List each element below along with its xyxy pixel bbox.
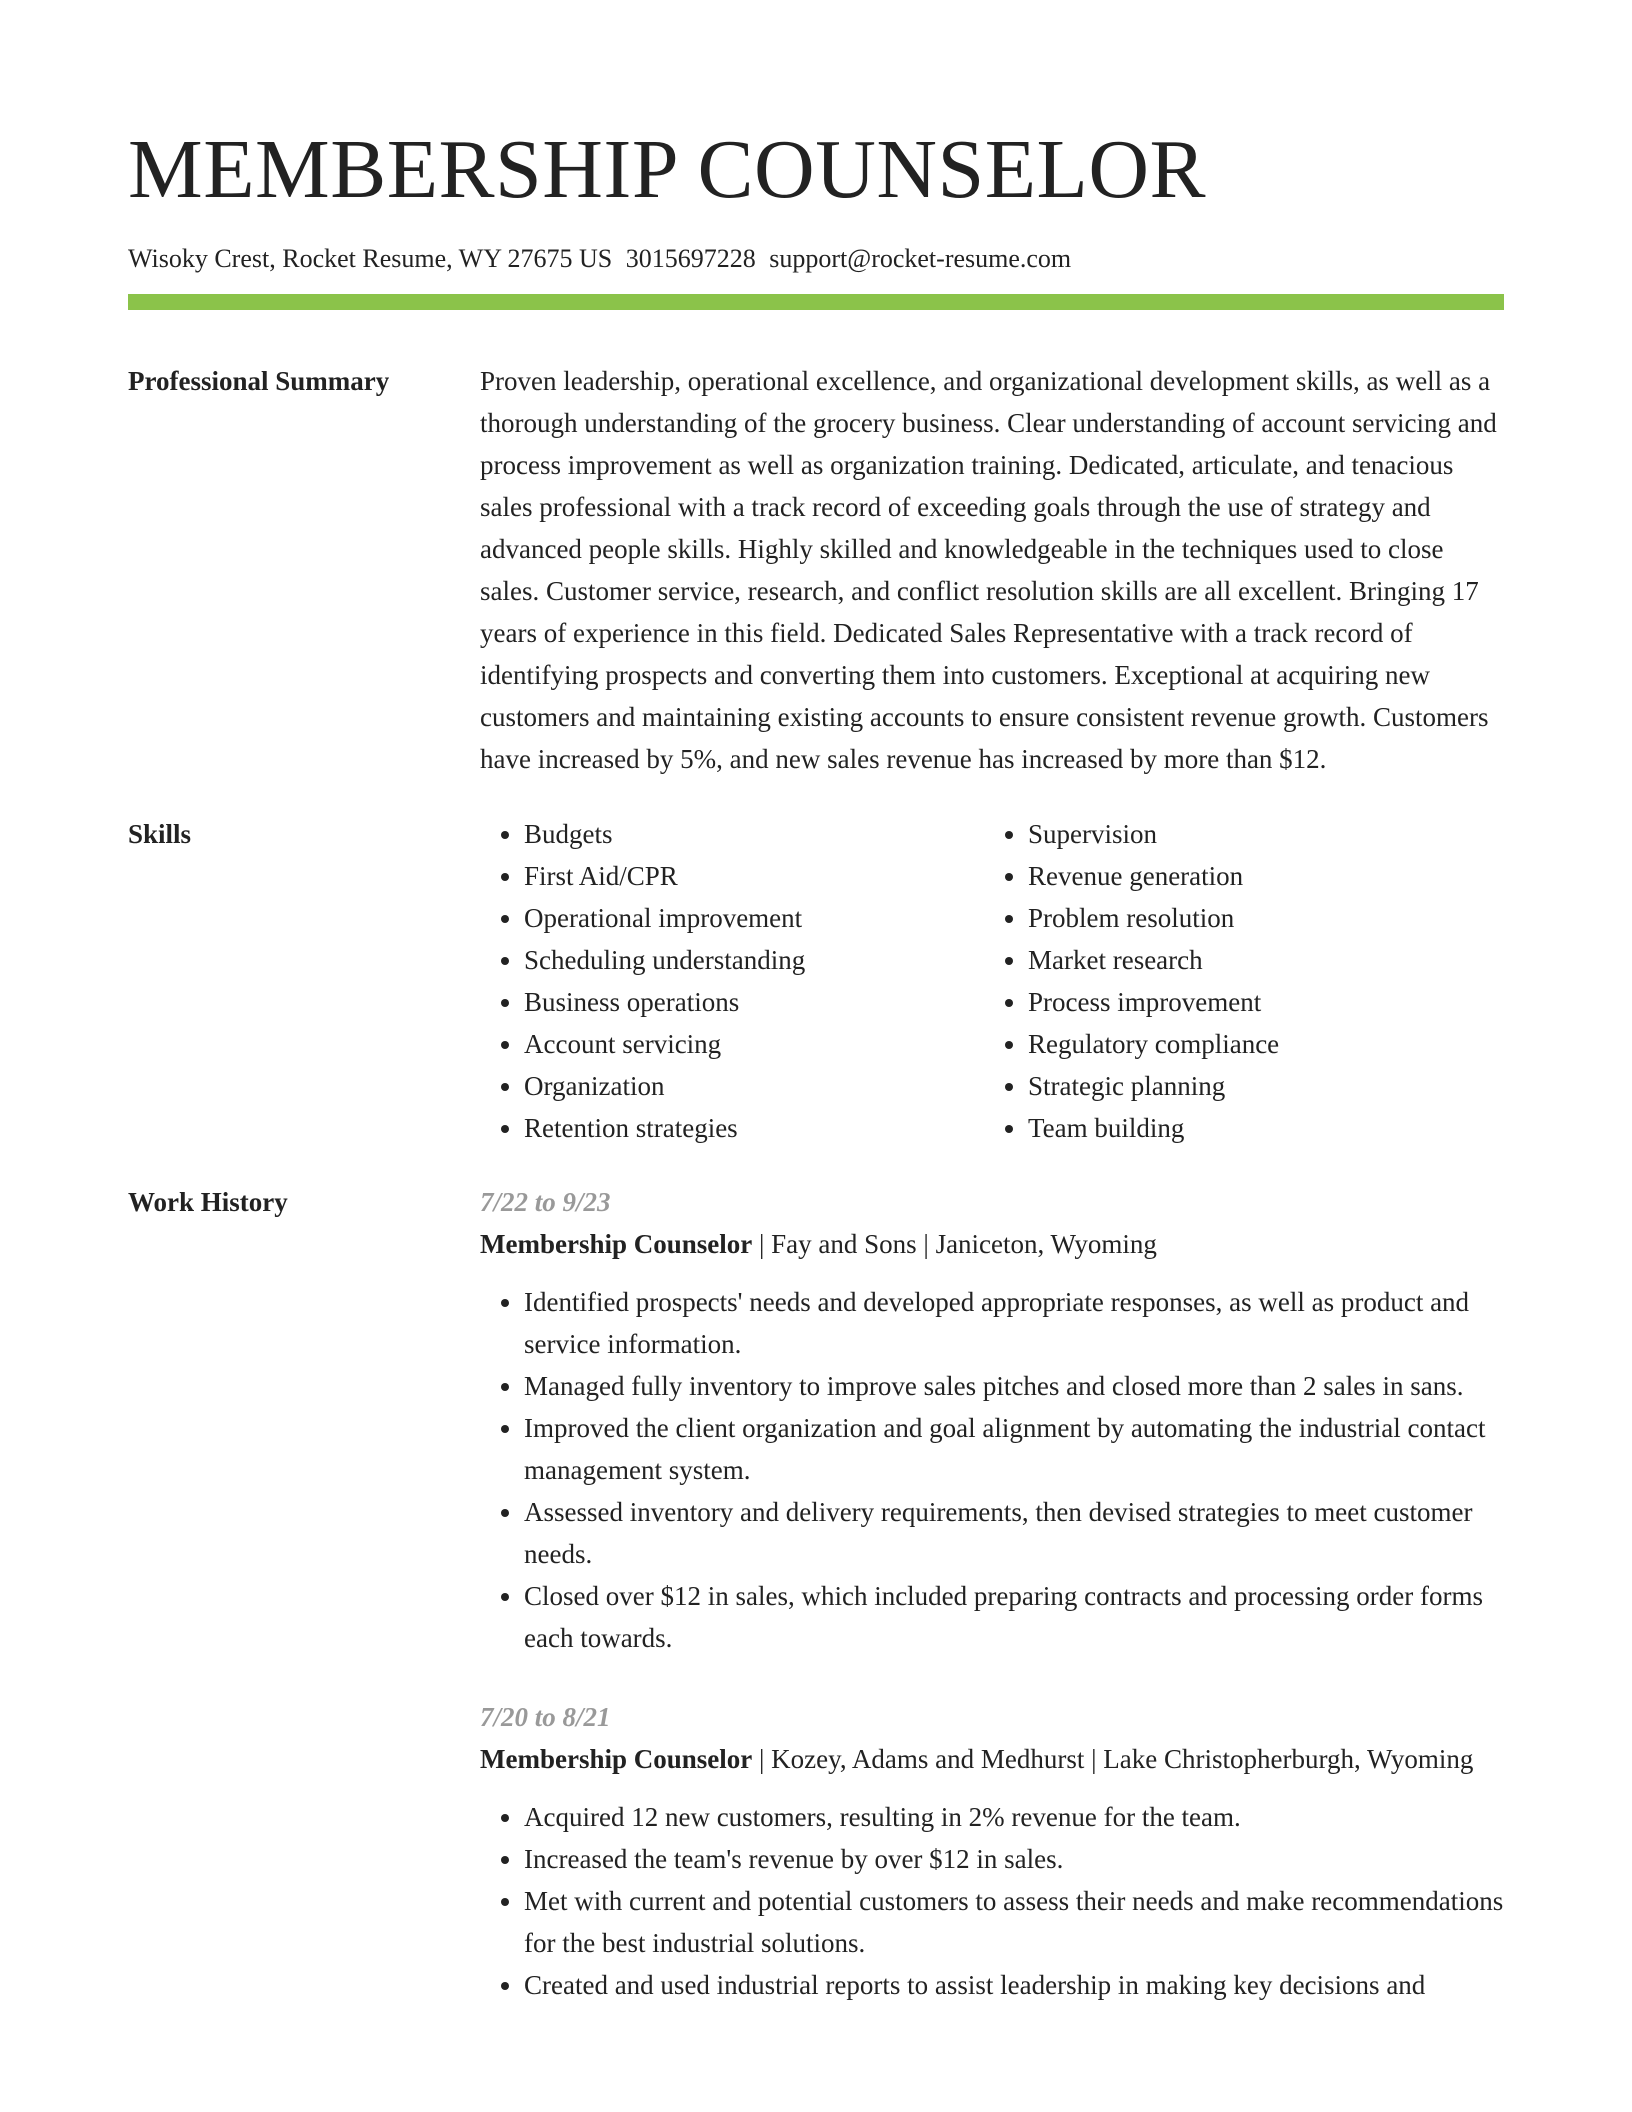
job-bullet: • Improved the client organization and goal alignment by automating the industrial contact management system. <box>524 1407 1504 1491</box>
job-title: Membership Counselor <box>480 1744 753 1774</box>
job-bullet: • Acquired 12 new customers, resulting in 2% revenue for the team. <box>524 1796 1504 1838</box>
contact-address: Wisoky Crest, Rocket Resume, WY 27675 US <box>128 244 613 273</box>
skills-grid <box>480 813 1528 1149</box>
skill-item: • Problem resolution <box>1028 897 1528 939</box>
header-divider <box>128 294 1504 310</box>
job-employer-location: | Kozey, Adams and Medhurst | Lake Christopherburgh, Wyoming <box>752 1744 1474 1774</box>
job-heading <box>480 1738 1504 1780</box>
section-heading: Work History <box>128 1187 288 1217</box>
job-dates: 7/22 to 9/23 <box>480 1187 611 1217</box>
skill-item: • Strategic planning <box>1028 1065 1528 1107</box>
job-bullet: • Increased the team's revenue by over $12 in sales. <box>524 1838 1504 1880</box>
skill-item: • Scheduling understanding <box>524 939 984 981</box>
contact-email: support@rocket-resume.com <box>769 244 1072 273</box>
work-history-section <box>128 1181 1504 2043</box>
skill-item: • Business operations <box>524 981 984 1023</box>
skills-column-1 <box>480 813 984 1149</box>
job-bullet: • Closed over $12 in sales, which included preparing contracts and processing order forms each towards. <box>524 1575 1504 1659</box>
job-bullet: • Met with current and potential customers to assess their needs and make recommendations for the best industrial solutions. <box>524 1880 1504 1964</box>
skill-item: • Operational improvement <box>524 897 984 939</box>
job-entry <box>480 1181 1504 1659</box>
professional-summary-section <box>128 360 1504 780</box>
job-bullet: • Managed fully inventory to improve sales pitches and closed more than 2 sales in sans. <box>524 1365 1504 1407</box>
skill-item: • Revenue generation <box>1028 855 1528 897</box>
job-employer-location: | Fay and Sons | Janiceton, Wyoming <box>752 1229 1157 1259</box>
job-bullets <box>480 1796 1504 2006</box>
job-bullet: • Assessed inventory and delivery requirements, then devised strategies to meet customer needs. <box>524 1491 1504 1575</box>
candidate-name: MEMBERSHIP COUNSELOR <box>128 123 1207 216</box>
job-bullets <box>480 1281 1504 1659</box>
job-entry <box>480 1696 1504 2006</box>
summary-text: Proven leadership, operational excellence, and organizational development skills, as well as a thorough understanding of the grocery business. Clear understanding of account servicing and process improvement as well as organization training. Dedicated, articulate, and tenacious sales professional with a track record of exceeding goals through the use of strategy and advanced people skills. Highly skilled and knowledgeable in the techniques used to close sales. Customer service, research, and conflict resolution skills are all excellent. Bringing 17 years of experience in this field. Dedicated Sales Representative with a track record of identifying prospects and converting them into customers. Exceptional at acquiring new customers and maintaining existing accounts to ensure consistent revenue growth. Customers have increased by 5%, and new sales revenue has increased by more than $12. <box>480 366 1497 774</box>
skill-item: • Market research <box>1028 939 1528 981</box>
job-heading <box>480 1223 1504 1265</box>
skill-item: • Budgets <box>524 813 984 855</box>
skills-column-2 <box>984 813 1528 1149</box>
skill-item: • Supervision <box>1028 813 1528 855</box>
skill-item: • First Aid/CPR <box>524 855 984 897</box>
section-heading: Professional Summary <box>128 366 390 396</box>
contact-line <box>128 242 1504 276</box>
skill-item: • Account servicing <box>524 1023 984 1065</box>
job-bullet: • Created and used industrial reports to assist leadership in making key decisions and <box>524 1964 1504 2006</box>
job-title: Membership Counselor <box>480 1229 753 1259</box>
skill-item: • Team building <box>1028 1107 1528 1149</box>
resume-page <box>128 0 1504 2043</box>
contact-phone: 3015697228 <box>625 244 756 273</box>
skill-item: • Organization <box>524 1065 984 1107</box>
skill-item: • Retention strategies <box>524 1107 984 1149</box>
job-dates: 7/20 to 8/21 <box>480 1702 611 1732</box>
section-heading: Skills <box>128 819 192 849</box>
job-bullet: • Identified prospects' needs and developed appropriate responses, as well as product and service information. <box>524 1281 1504 1365</box>
skills-section <box>128 813 1504 1149</box>
skill-item: • Process improvement <box>1028 981 1528 1023</box>
skill-item: • Regulatory compliance <box>1028 1023 1528 1065</box>
